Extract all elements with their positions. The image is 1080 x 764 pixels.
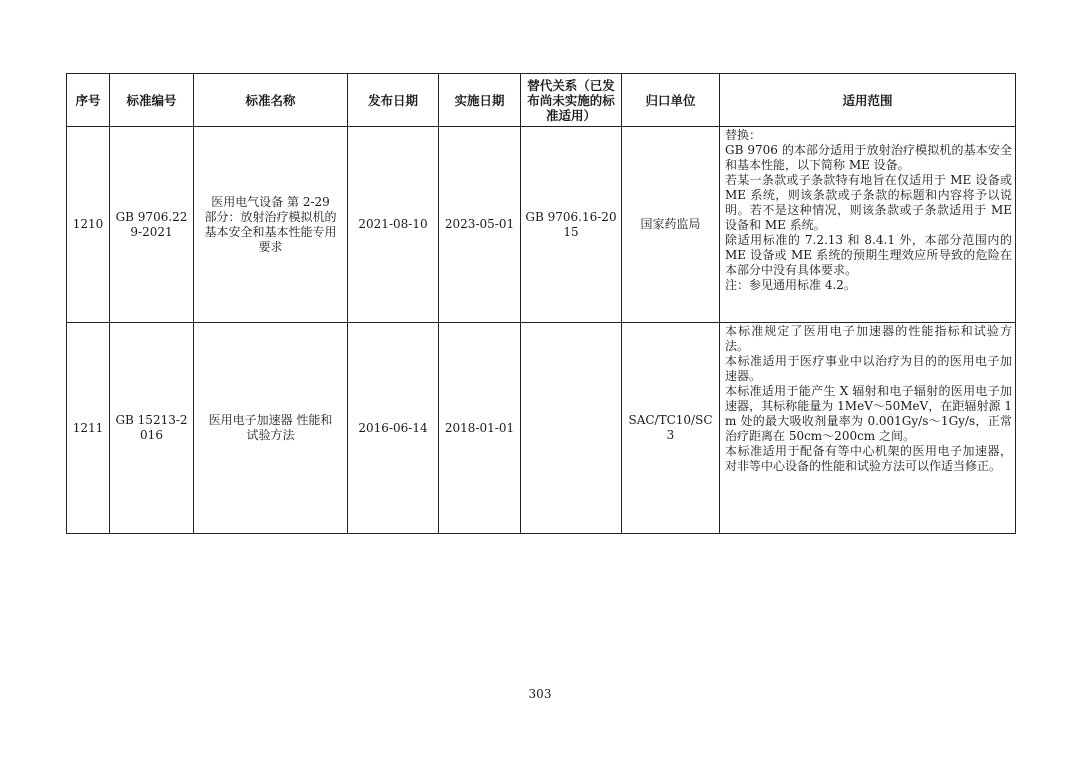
header-publish-date: 发布日期 bbox=[348, 74, 439, 127]
page-number: 303 bbox=[528, 687, 552, 701]
cell-replacement: GB 9706.16-2015 bbox=[521, 127, 622, 323]
cell-unit: 国家药监局 bbox=[622, 127, 720, 323]
header-seq: 序号 bbox=[67, 74, 110, 127]
header-row bbox=[67, 74, 1016, 127]
scope-paragraph: 本标准规定了医用电子加速器的性能指标和试验方法。 bbox=[725, 324, 1012, 353]
header-code: 标准编号 bbox=[110, 74, 194, 127]
cell-replacement bbox=[521, 323, 622, 534]
standards-table bbox=[66, 73, 1016, 534]
cell-scope bbox=[720, 323, 1016, 534]
cell-implement-date: 2023-05-01 bbox=[439, 127, 521, 323]
header-unit: 归口单位 bbox=[622, 74, 720, 127]
table-row bbox=[67, 127, 1016, 323]
scope-paragraph: 若某一条款或子条款特有地旨在仅适用于 ME 设备或 ME 系统，则该条款或子条款的标题和内容将予以说明。若不是这种情况，则该条款或子条款适用于 ME 设备和 ME 系统。 bbox=[725, 173, 1012, 232]
scope-paragraph: 本标准适用于能产生 X 辐射和电子辐射的医用电子加速器，其标称能量为 1MeV～50MeV，在距辐射源 1m 处的最大吸收剂量率为 0.001Gy/s～1Gy/s，正常治疗距离在 50cm～200cm 之间。 bbox=[725, 384, 1012, 443]
cell-code: GB 15213-2016 bbox=[110, 323, 194, 534]
cell-publish-date: 2021-08-10 bbox=[348, 127, 439, 323]
header-implement-date: 实施日期 bbox=[439, 74, 521, 127]
scope-paragraph: 除适用标准的 7.2.13 和 8.4.1 外，本部分范围内的 ME 设备或 ME 系统的预期生理效应所导致的危险在本部分中没有具体要求。 bbox=[725, 233, 1012, 277]
cell-scope bbox=[720, 127, 1016, 323]
cell-code: GB 9706.229-2021 bbox=[110, 127, 194, 323]
scope-paragraph: 本标准适用于配备有等中心机架的医用电子加速器，对非等中心设备的性能和试验方法可以作适当修正。 bbox=[725, 444, 1012, 473]
cell-name: 医用电子加速器 性能和试验方法 bbox=[194, 323, 348, 534]
header-replacement: 替代关系（已发布尚未实施的标准适用） bbox=[521, 74, 622, 127]
scope-paragraph: GB 9706 的本部分适用于放射治疗模拟机的基本安全和基本性能，以下简称 ME 设备。 bbox=[725, 143, 1012, 172]
scope-paragraph: 替换： bbox=[725, 128, 762, 142]
cell-unit: SAC/TC10/SC3 bbox=[622, 323, 720, 534]
scope-paragraph: 本标准适用于医疗事业中以治疗为目的的医用电子加速器。 bbox=[725, 354, 1012, 383]
cell-name: 医用电气设备 第 2-29 部分：放射治疗模拟机的基本安全和基本性能专用要求 bbox=[194, 127, 348, 323]
header-name: 标准名称 bbox=[194, 74, 348, 127]
table-row bbox=[67, 323, 1016, 534]
header-scope: 适用范围 bbox=[720, 74, 1016, 127]
cell-seq: 1211 bbox=[67, 323, 110, 534]
cell-publish-date: 2016-06-14 bbox=[348, 323, 439, 534]
scope-paragraph: 注：参见通用标准 4.2。 bbox=[725, 278, 856, 292]
cell-implement-date: 2018-01-01 bbox=[439, 323, 521, 534]
cell-seq: 1210 bbox=[67, 127, 110, 323]
